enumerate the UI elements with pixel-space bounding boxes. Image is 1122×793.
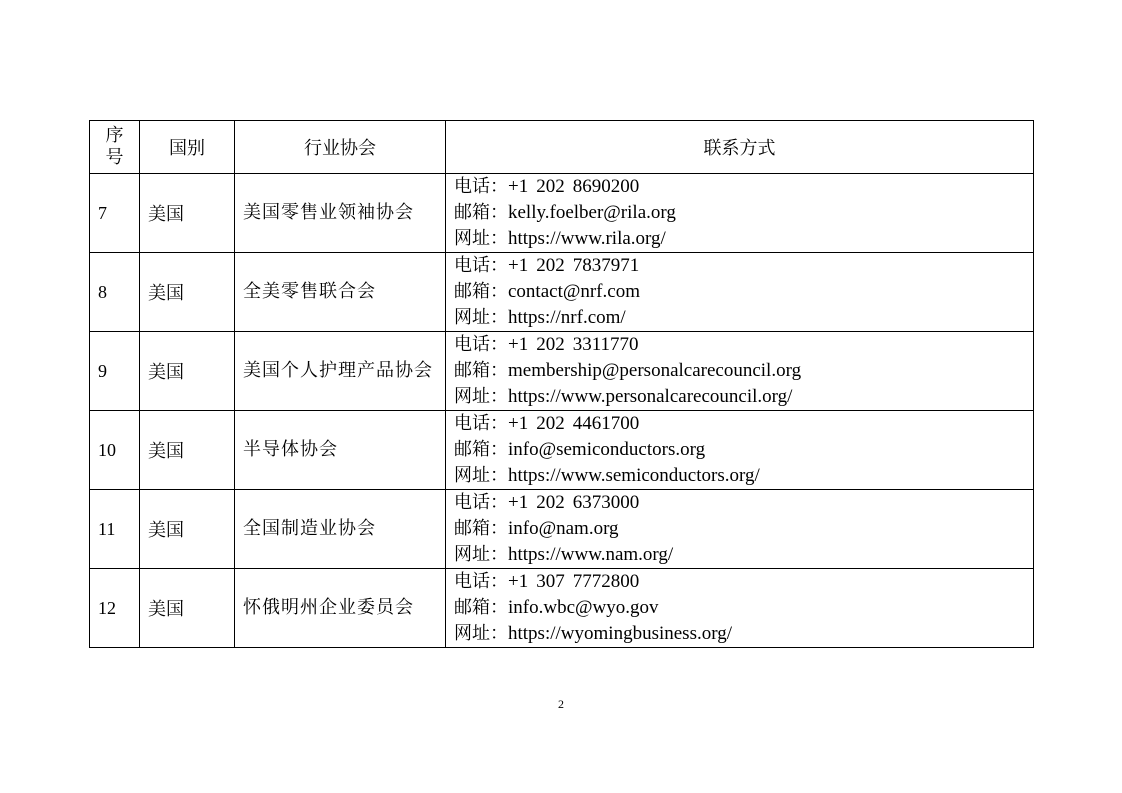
row-contact [446, 411, 1034, 490]
row-country: 美国 [140, 490, 235, 569]
table-row [90, 490, 1034, 569]
website-link[interactable]: https://www.personalcarecouncil.org/ [508, 386, 793, 407]
email-link[interactable]: info.wbc@wyo.gov [508, 597, 659, 618]
row-number: 11 [90, 490, 140, 569]
row-country: 美国 [140, 569, 235, 648]
header-country: 国别 [140, 121, 235, 174]
row-number: 12 [90, 569, 140, 648]
row-contact [446, 332, 1034, 411]
row-association: 怀俄明州企业委员会 [235, 569, 446, 648]
email-line: 邮箱：info@nam.org [454, 518, 619, 539]
email-link[interactable]: info@semiconductors.org [508, 439, 706, 460]
header-row [90, 121, 1034, 174]
website-line: 网址：https://www.rila.org/ [454, 228, 666, 249]
website-line: 网址：https://nrf.com/ [454, 307, 626, 328]
website-link[interactable]: https://www.nam.org/ [508, 544, 674, 565]
email-line: 邮箱：contact@nrf.com [454, 281, 640, 302]
row-number: 7 [90, 174, 140, 253]
row-contact [446, 253, 1034, 332]
row-contact [446, 490, 1034, 569]
website-line: 网址：https://wyomingbusiness.org/ [454, 623, 732, 644]
row-country: 美国 [140, 253, 235, 332]
row-association: 半导体协会 [235, 411, 446, 490]
row-country: 美国 [140, 174, 235, 253]
page-number: 2 [558, 697, 564, 711]
email-line: 邮箱：membership@personalcarecouncil.org [454, 360, 802, 381]
table-row [90, 411, 1034, 490]
phone-line: 电话：+1 202 3311770 [454, 334, 639, 355]
table-row [90, 253, 1034, 332]
email-link[interactable]: info@nam.org [508, 518, 619, 539]
email-line: 邮箱：info.wbc@wyo.gov [454, 597, 659, 618]
phone-line: 电话：+1 202 7837971 [454, 255, 640, 276]
row-country: 美国 [140, 411, 235, 490]
email-line: 邮箱：info@semiconductors.org [454, 439, 706, 460]
website-link[interactable]: https://wyomingbusiness.org/ [508, 623, 732, 644]
table-row [90, 174, 1034, 253]
row-number: 8 [90, 253, 140, 332]
header-serial-number: 序 号 [90, 121, 140, 174]
website-link[interactable]: https://www.semiconductors.org/ [508, 465, 760, 486]
row-association: 美国个人护理产品协会 [235, 332, 446, 411]
row-association: 全国制造业协会 [235, 490, 446, 569]
row-association: 全美零售联合会 [235, 253, 446, 332]
website-line: 网址：https://www.personalcarecouncil.org/ [454, 386, 793, 407]
table-row [90, 332, 1034, 411]
row-association: 美国零售业领袖协会 [235, 174, 446, 253]
website-link[interactable]: https://nrf.com/ [508, 307, 626, 328]
phone-line: 电话：+1 202 6373000 [454, 492, 640, 513]
row-country: 美国 [140, 332, 235, 411]
website-link[interactable]: https://www.rila.org/ [508, 228, 666, 249]
table-row [90, 569, 1034, 648]
email-line: 邮箱：kelly.foelber@rila.org [454, 202, 676, 223]
phone-line: 电话：+1 202 4461700 [454, 413, 640, 434]
row-contact [446, 569, 1034, 648]
website-line: 网址：https://www.semiconductors.org/ [454, 465, 760, 486]
header-association: 行业协会 [235, 121, 446, 174]
association-table [89, 120, 1034, 648]
header-contact: 联系方式 [446, 121, 1034, 174]
email-link[interactable]: contact@nrf.com [508, 281, 640, 302]
website-line: 网址：https://www.nam.org/ [454, 544, 674, 565]
phone-line: 电话：+1 307 7772800 [454, 571, 640, 592]
row-contact [446, 174, 1034, 253]
email-link[interactable]: membership@personalcarecouncil.org [508, 360, 802, 381]
email-link[interactable]: kelly.foelber@rila.org [508, 202, 676, 223]
phone-line: 电话：+1 202 8690200 [454, 176, 640, 197]
row-number: 9 [90, 332, 140, 411]
row-number: 10 [90, 411, 140, 490]
